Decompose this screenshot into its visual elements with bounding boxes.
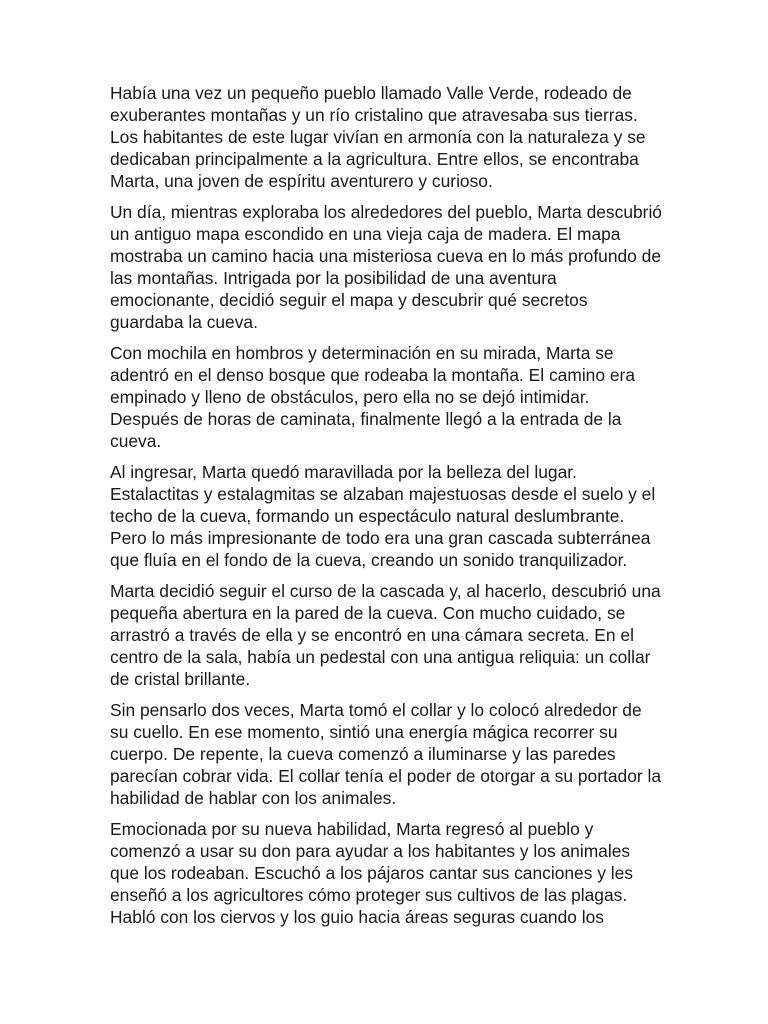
- paragraph-2: Un día, mientras exploraba los alrededores del pueblo, Marta descubrió un antiguo mapa escondido en una vieja caja de madera. El mapa mostraba un camino hacia una misteriosa cueva en lo más profundo de las montañas. Intrigada por la posibilidad de una aventura emocionante, decidió seguir el mapa y descubrir qué secretos guardaba la cueva.: [110, 202, 662, 332]
- paragraph-1: Había una vez un pequeño pueblo llamado Valle Verde, rodeado de exuberantes montañas y un río cristalino que atravesaba sus tierras. Los habitantes de este lugar vivían en armonía con la naturaleza y se dedicaban principalmente a la agricultura. Entre ellos, se encontraba Marta, una joven de espíritu aventurero y curioso.: [110, 83, 646, 191]
- paragraph-5: Marta decidió seguir el curso de la cascada y, al hacerlo, descubrió una pequeña abertura en la pared de la cueva. Con mucho cuidado, se arrastró a través de ella y se encontró en una cámara secreta. En el centro de la sala, había un pedestal con una antigua reliquia: un collar de cristal brillante.: [110, 581, 661, 689]
- paragraph-6: Sin pensarlo dos veces, Marta tomó el collar y lo colocó alrededor de su cuello. En ese momento, sintió una energía mágica recorrer su cuerpo. De repente, la cueva comenzó a iluminarse y las paredes parecían cobrar vida. El collar tenía el poder de otorgar a su portador la habilidad de hablar con los animales.: [110, 700, 662, 808]
- paragraph-7: Emocionada por su nueva habilidad, Marta regresó al pueblo y comenzó a usar su don para ayudar a los habitantes y los animales que los rodeaban. Escuchó a los pájaros cantar sus canciones y les enseñó a los agricultores cómo proteger sus cultivos de las plagas. Habló con los ciervos y los guio hacia áreas seguras cuando los: [110, 819, 633, 927]
- paragraph-3: Con mochila en hombros y determinación en su mirada, Marta se adentró en el denso bosque que rodeaba la montaña. El camino era empinado y lleno de obstáculos, pero ella no se dejó intimidar. Después de horas de caminata, finalmente llegó a la entrada de la cueva.: [110, 343, 635, 451]
- paragraph-4: Al ingresar, Marta quedó maravillada por la belleza del lugar. Estalactitas y estalagmitas se alzaban majestuosas desde el suelo y el techo de la cueva, formando un espectáculo natural deslumbrante. Pero lo más impresionante de todo era una gran cascada subterránea que fluía en el fondo de la cueva, creando un sonido tranquilizador.: [110, 462, 656, 570]
- document-page: [110, 82, 662, 937]
